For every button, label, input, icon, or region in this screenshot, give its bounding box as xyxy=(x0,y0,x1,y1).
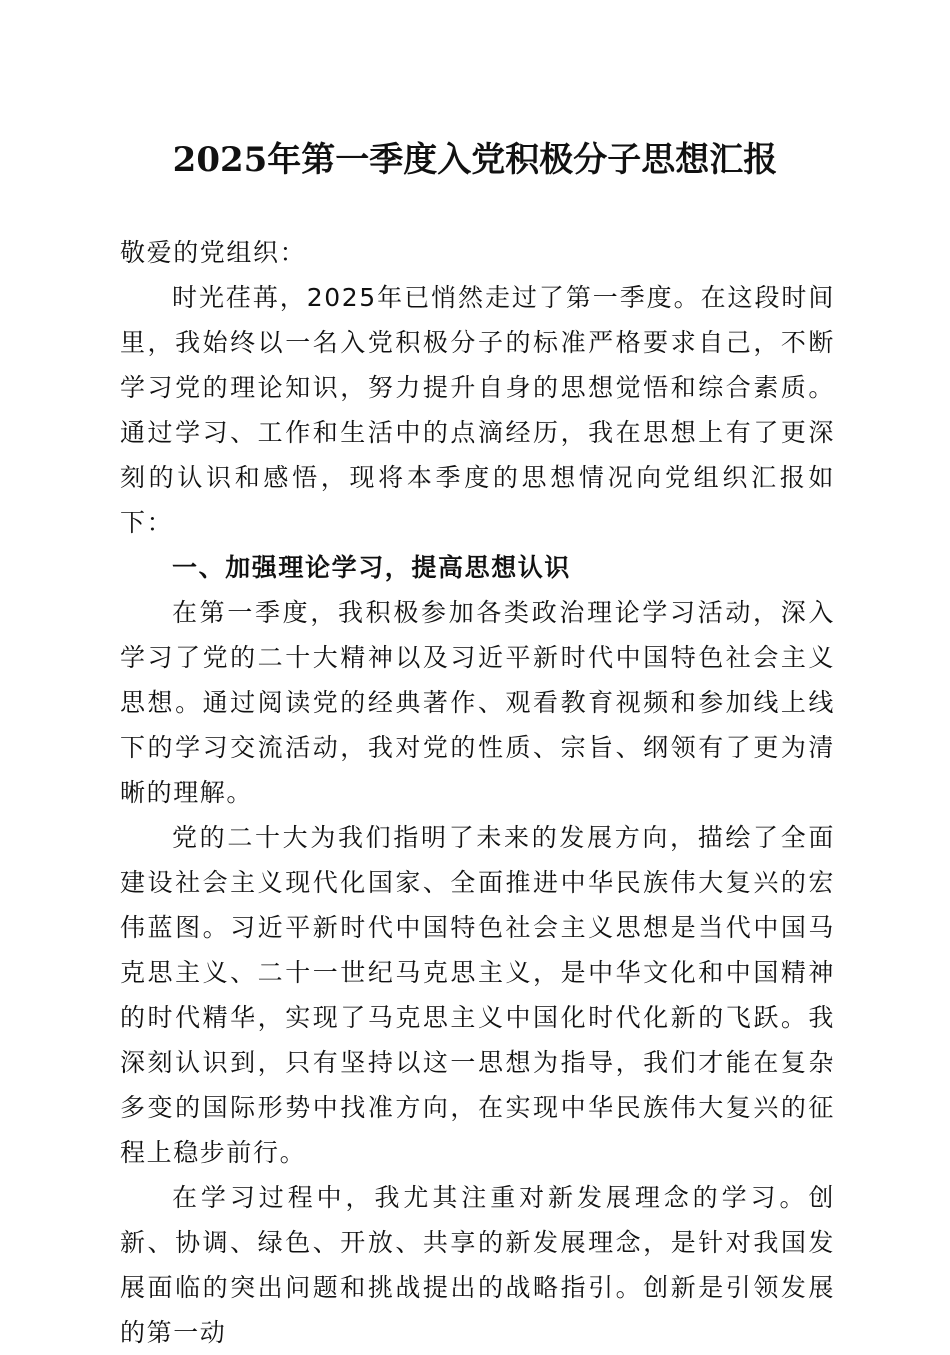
document-title: 2025年第一季度入党积极分子思想汇报 xyxy=(172,140,778,180)
paragraph-new-development: 在学习过程中，我尤其注重对新发展理念的学习。创新、协调、绿色、开放、共享的新发展理念，是针对我国发展面临的突出问题和挑战提出的战略指引。创新是引领发展的第一动 xyxy=(120,1183,835,1347)
paragraph-intro: 时光荏苒，2025年已悄然走过了第一季度。在这段时间里，我始终以一名入党积极分子的标准严格要求自己，不断学习党的理论知识，努力提升自身的思想觉悟和综合素质。通过学习、工作和生活中的点滴经历，我在思想上有了更深刻的认识和感悟，现将本季度的思想情况向党组织汇报如下： xyxy=(120,283,835,537)
salutation: 敬爱的党组织： xyxy=(120,238,307,267)
section-heading-1: 一、加强理论学习，提高思想认识 xyxy=(172,553,572,582)
paragraph-theory-study: 在第一季度，我积极参加各类政治理论学习活动，深入学习了党的二十大精神以及习近平新时代中国特色社会主义思想。通过阅读党的经典著作、观看教育视频和参加线上线下的学习交流活动，我对党的性质、宗旨、纲领有了更为清晰的理解。 xyxy=(120,598,835,807)
paragraph-twentieth-congress: 党的二十大为我们指明了未来的发展方向，描绘了全面建设社会主义现代化国家、全面推进中华民族伟大复兴的宏伟蓝图。习近平新时代中国特色社会主义思想是当代中国马克思主义、二十一世纪马克思主义，是中华文化和中国精神的时代精华，实现了马克思主义中国化时代化新的飞跃。我深刻认识到，只有坚持以这一思想为指导，我们才能在复杂多变的国际形势中找准方向，在实现中华民族伟大复兴的征程上稳步前行。 xyxy=(120,823,835,1167)
document-body xyxy=(120,230,835,1355)
